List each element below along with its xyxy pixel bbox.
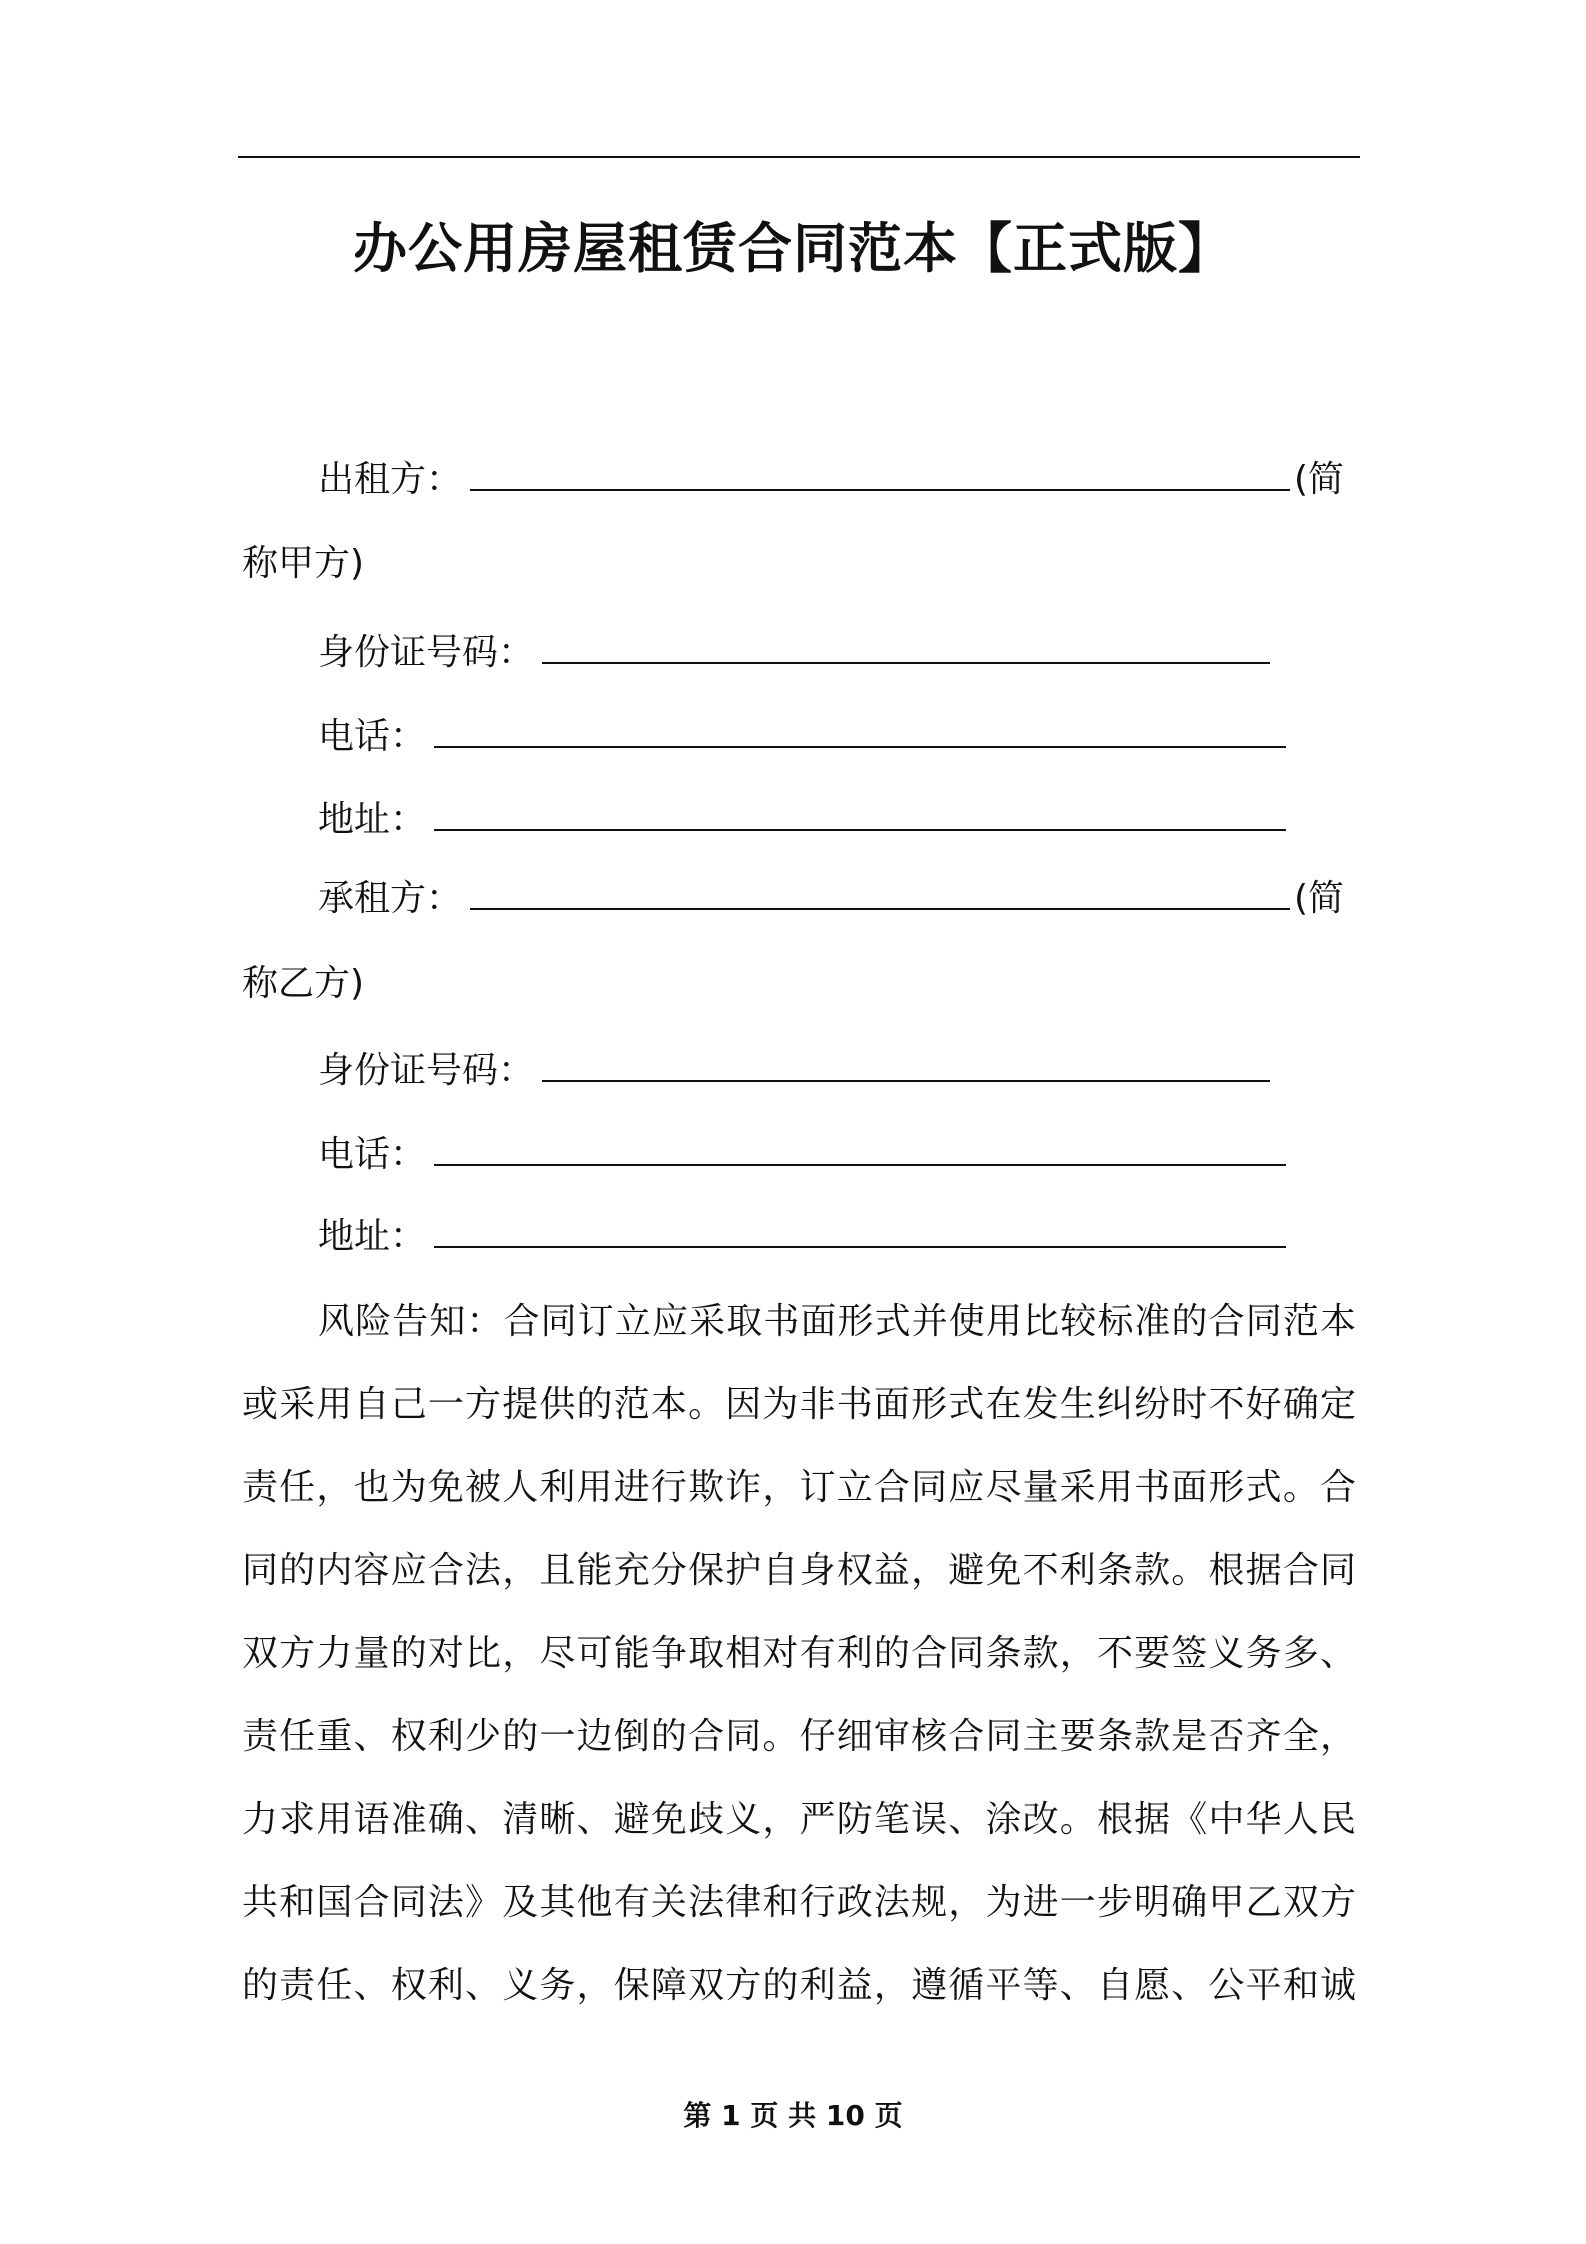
paragraph-line: 同的内容应合法，且能充分保护自身权益，避免不利条款。根据合同 bbox=[242, 1550, 1356, 1591]
lessor-continuation: 称甲方) bbox=[242, 543, 365, 584]
lessee-continuation: 称乙方) bbox=[242, 963, 365, 1004]
lessee-label: 承租方： bbox=[318, 878, 463, 919]
paragraph-line: 的责任、权利、义务，保障双方的利益，遵循平等、自愿、公平和诚 bbox=[242, 1965, 1356, 2006]
lessor-address-line bbox=[318, 795, 1290, 845]
lessor-phone-line bbox=[318, 712, 1290, 762]
lessee-address-label: 地址： bbox=[318, 1216, 427, 1257]
paragraph-line: 责任重、权利少的一边倒的合同。仔细审核合同主要条款是否齐全， bbox=[242, 1716, 1356, 1757]
lessor-id-line bbox=[318, 628, 1274, 678]
header-rule bbox=[238, 156, 1360, 158]
risk-notice-paragraph bbox=[242, 1280, 1356, 2027]
lessee-address-blank[interactable] bbox=[434, 1216, 1286, 1248]
document-title: 办公用房屋租赁合同范本【正式版】 bbox=[353, 217, 1233, 280]
lessor-address-label: 地址： bbox=[318, 799, 427, 840]
lessee-phone-line bbox=[318, 1130, 1290, 1180]
paragraph-line: 责任，也为免被人利用进行欺诈，订立合同应尽量采用书面形式。合 bbox=[242, 1467, 1356, 1508]
lessee-id-blank[interactable] bbox=[542, 1050, 1270, 1082]
paragraph-line: 风险告知：合同订立应采取书面形式并使用比较标准的合同范本 bbox=[318, 1301, 1356, 1342]
paragraph-line: 力求用语准确、清晰、避免歧义，严防笔误、涂改。根据《中华人民 bbox=[242, 1799, 1356, 1840]
lessor-address-blank[interactable] bbox=[434, 799, 1286, 831]
lessor-phone-blank[interactable] bbox=[434, 716, 1286, 748]
lessor-id-label: 身份证号码： bbox=[318, 632, 535, 673]
lessee-suffix: (简 bbox=[1294, 878, 1345, 919]
lessee-line bbox=[318, 874, 1344, 924]
paragraph-line: 或采用自己一方提供的范本。因为非书面形式在发生纠纷时不好确定 bbox=[242, 1384, 1356, 1425]
lessee-address-line bbox=[318, 1212, 1290, 1262]
paragraph-line: 共和国合同法》及其他有关法律和行政法规，为进一步明确甲乙双方 bbox=[242, 1882, 1356, 1923]
lessor-blank[interactable] bbox=[470, 459, 1290, 491]
lessor-id-blank[interactable] bbox=[542, 632, 1270, 664]
lessor-suffix: (简 bbox=[1294, 459, 1345, 500]
lessee-id-label: 身份证号码： bbox=[318, 1050, 535, 1091]
page-number-footer: 第 1 页 共 10 页 bbox=[683, 2099, 903, 2132]
lessor-phone-label: 电话： bbox=[318, 716, 427, 757]
lessee-phone-blank[interactable] bbox=[434, 1134, 1286, 1166]
lessee-id-line bbox=[318, 1046, 1274, 1096]
lessee-phone-label: 电话： bbox=[318, 1134, 427, 1175]
lessor-line bbox=[318, 455, 1344, 505]
lessor-label: 出租方： bbox=[318, 459, 463, 500]
paragraph-line: 双方力量的对比，尽可能争取相对有利的合同条款，不要签义务多、 bbox=[242, 1633, 1356, 1674]
lessee-blank[interactable] bbox=[470, 878, 1290, 910]
